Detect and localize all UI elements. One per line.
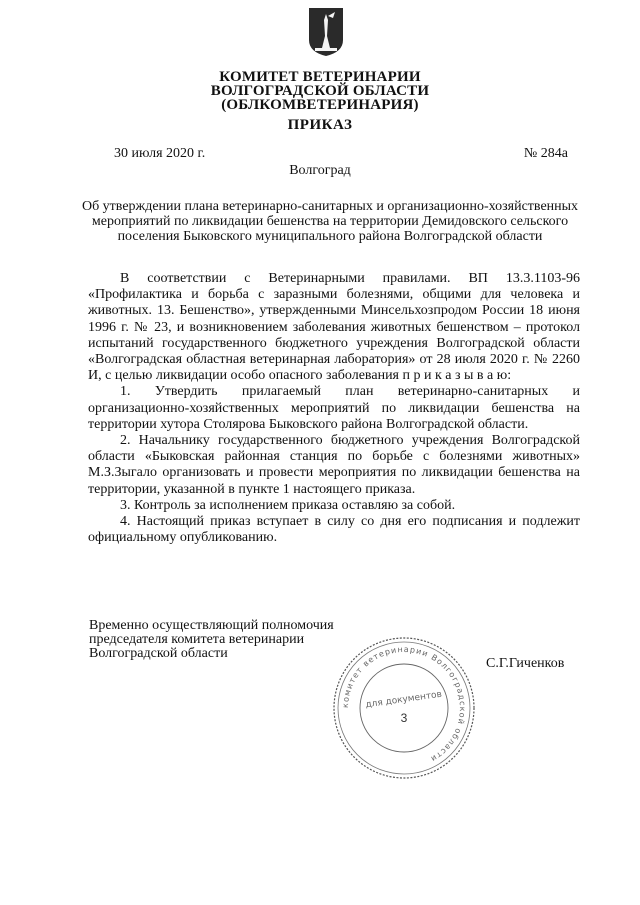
body-item-2: 2. Начальнику государственного бюджетного учреждения Волгоградской области «Быковская районная станция по борьбе с болезнями животных» М.З.Зыгало организовать и провести мероприятия по ликвидации бешенства на территории, указанной в пункте 1 настоящего приказа. — [88, 433, 580, 497]
position-line-2: председателя комитета ветеринарии — [89, 632, 305, 647]
stamp-inner-text: для документов — [364, 689, 443, 711]
org-line-1: КОМИТЕТ ВЕТЕРИНАРИИ — [219, 69, 421, 85]
document-subject: Об утверждении плана ветеринарно-санитарных и организационно-хозяйственных мероприятий по ликвидации бешенства на территории Демидовского сельского поселения Быковского муниципального района Волгоградской области — [81, 199, 579, 244]
document-body — [88, 271, 580, 546]
organization-name — [0, 70, 640, 112]
org-line-3: (ОБЛКОМВЕТЕРИНАРИЯ) — [221, 97, 419, 113]
official-stamp — [330, 634, 478, 782]
org-line-2: ВОЛГОГРАДСКОЙ ОБЛАСТИ — [210, 83, 430, 99]
stamp-number: 3 — [400, 711, 408, 725]
stamp-outer-text: комитет ветеринарии Волгоградской области — [340, 644, 468, 764]
coat-of-arms-icon — [307, 6, 345, 58]
body-item-4: 4. Настоящий приказ вступает в силу со дня его подписания и подлежит официальному опубликованию. — [88, 514, 580, 546]
signatory-position — [89, 619, 334, 661]
position-line-1: Временно осуществляющий полномочия — [89, 618, 334, 633]
document-city: Волгоград — [289, 163, 351, 178]
body-item-3: 3. Контроль за исполнением приказа оставляю за собой. — [120, 497, 456, 513]
signatory-name: С.Г.Гиченков — [486, 656, 565, 671]
document-number: № 284а — [523, 146, 568, 161]
position-line-3: Волгоградской области — [89, 646, 228, 661]
body-item-1: 1. Утвердить прилагаемый план ветеринарно-санитарных и организационно-хозяйственных мероприятий по ликвидации бешенства на территории хутора Столярова Быковского района Волгоградской области. — [88, 384, 580, 432]
body-intro: В соответствии с Ветеринарными правилами. ВП 13.3.1103-96 «Профилактика и борьба с заразными болезнями, общими для человека и животных. 13. Бешенство», утвержденными Минсельхозпродом России 18 июня 1996 г. № 23, и возникновением заболевания животных бешенством – протокол испытаний государственного бюджетного учреждения Волгоградской области «Волгоградская областная ветеринарная лаборатория» от 28 июля 2020 г. № 2260 И, с целью ликвидации особо опасного заболевания п р и к а з ы в а ю: — [88, 271, 580, 384]
document-type: ПРИКАЗ — [287, 117, 353, 133]
document-date: 30 июля 2020 г. — [114, 146, 206, 161]
